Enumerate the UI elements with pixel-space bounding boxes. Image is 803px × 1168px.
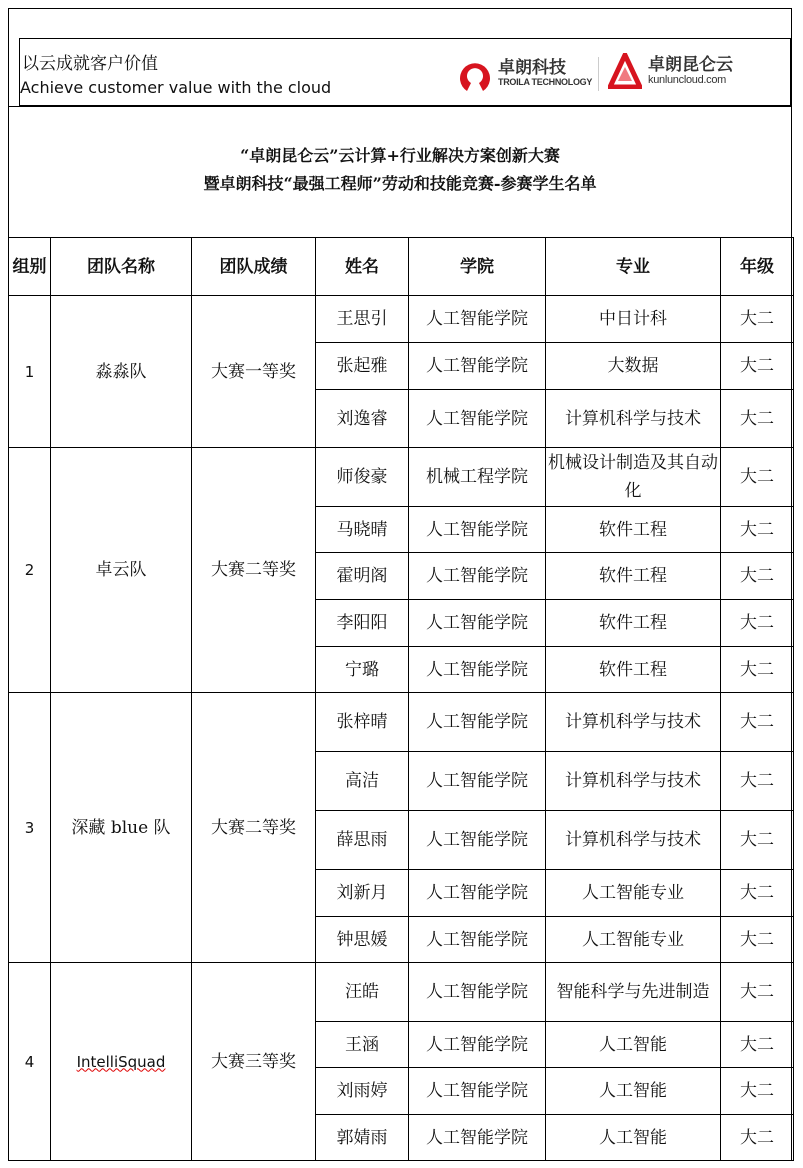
col-header-major: 专业 (546, 238, 721, 296)
student-name-cell: 李阳阳 (316, 600, 409, 647)
grade-cell: 大二 (721, 553, 794, 600)
student-name-cell: 师俊豪 (316, 448, 409, 507)
slogan-english: Achieve customer value with the cloud (20, 78, 332, 97)
major-cell: 计算机科学与技术 (546, 390, 721, 448)
college-cell: 人工智能学院 (409, 296, 546, 343)
college-cell: 人工智能学院 (409, 963, 546, 1022)
kunlun-logo-en: kunluncloud.com (648, 74, 727, 86)
table-row (9, 296, 794, 343)
college-cell: 人工智能学院 (409, 752, 546, 811)
student-name-cell: 刘逸睿 (316, 390, 409, 448)
college-cell: 人工智能学院 (409, 647, 546, 693)
student-list-table (8, 237, 794, 1161)
col-header-team: 团队名称 (51, 238, 192, 296)
college-cell: 机械工程学院 (409, 448, 546, 507)
grade-cell: 大二 (721, 752, 794, 811)
logo-divider (598, 57, 599, 91)
group-number-cell: 3 (9, 693, 51, 963)
grade-cell: 大二 (721, 1115, 794, 1161)
col-header-college: 学院 (409, 238, 546, 296)
major-cell: 人工智能专业 (546, 870, 721, 917)
team-name-text: IntelliSquad (76, 1052, 166, 1071)
title-line-2: 暨卓朗科技“最强工程师”劳动和技能竞赛-参赛学生名单 (203, 174, 597, 193)
major-cell: 软件工程 (546, 647, 721, 693)
college-cell: 人工智能学院 (409, 870, 546, 917)
grade-cell: 大二 (721, 917, 794, 963)
title-line-1: “卓朗昆仑云”云计算+行业解决方案创新大赛 (240, 146, 560, 165)
major-cell: 人工智能 (546, 1068, 721, 1115)
college-cell: 人工智能学院 (409, 1022, 546, 1068)
table-header-row (9, 238, 794, 296)
grade-cell: 大二 (721, 647, 794, 693)
grade-cell: 大二 (721, 390, 794, 448)
major-cell: 中日计科 (546, 296, 721, 343)
kunlun-logo-cn: 卓朗昆仑云 (648, 55, 733, 75)
college-cell: 人工智能学院 (409, 600, 546, 647)
major-cell: 计算机科学与技术 (546, 693, 721, 752)
slogan-chinese: 以云成就客户价值 (22, 54, 158, 73)
college-cell: 人工智能学院 (409, 390, 546, 448)
team-result-cell: 大赛一等奖 (192, 296, 316, 448)
group-number-cell: 1 (9, 296, 51, 448)
troila-ring-icon (458, 53, 492, 93)
col-header-name: 姓名 (316, 238, 409, 296)
grade-cell: 大二 (721, 600, 794, 647)
team-name-cell: 淼淼队 (51, 296, 192, 448)
grade-cell: 大二 (721, 296, 794, 343)
college-cell: 人工智能学院 (409, 917, 546, 963)
grade-cell: 大二 (721, 448, 794, 507)
student-name-cell: 马晓晴 (316, 507, 409, 553)
student-name-cell: 刘新月 (316, 870, 409, 917)
kunlun-triangle-icon (608, 53, 642, 89)
letterhead (19, 38, 791, 106)
grade-cell: 大二 (721, 963, 794, 1022)
college-cell: 人工智能学院 (409, 693, 546, 752)
grade-cell: 大二 (721, 811, 794, 870)
student-name-cell: 高洁 (316, 752, 409, 811)
student-name-cell: 王涵 (316, 1022, 409, 1068)
major-cell: 计算机科学与技术 (546, 811, 721, 870)
team-result-cell: 大赛三等奖 (192, 963, 316, 1161)
major-cell: 人工智能 (546, 1115, 721, 1161)
college-cell: 人工智能学院 (409, 1068, 546, 1115)
team-name-cell: 卓云队 (51, 448, 192, 693)
team-name-cell: 深藏 blue 队 (51, 693, 192, 963)
college-cell: 人工智能学院 (409, 507, 546, 553)
troila-logo-cn: 卓朗科技 (498, 58, 566, 78)
col-header-result: 团队成绩 (192, 238, 316, 296)
grade-cell: 大二 (721, 1068, 794, 1115)
student-name-cell: 刘雨婷 (316, 1068, 409, 1115)
student-name-cell: 王思引 (316, 296, 409, 343)
major-cell: 软件工程 (546, 553, 721, 600)
major-cell: 人工智能专业 (546, 917, 721, 963)
col-header-group: 组别 (9, 238, 51, 296)
college-cell: 人工智能学院 (409, 811, 546, 870)
student-name-cell: 薛思雨 (316, 811, 409, 870)
team-result-cell: 大赛二等奖 (192, 448, 316, 693)
student-name-cell: 钟思媛 (316, 917, 409, 963)
student-name-cell: 张梓晴 (316, 693, 409, 752)
troila-logo (458, 53, 592, 93)
table-row (9, 693, 794, 752)
major-cell: 软件工程 (546, 600, 721, 647)
grade-cell: 大二 (721, 693, 794, 752)
group-number-cell: 2 (9, 448, 51, 693)
grade-cell: 大二 (721, 870, 794, 917)
team-result-cell: 大赛二等奖 (192, 693, 316, 963)
student-name-cell: 郭婧雨 (316, 1115, 409, 1161)
student-name-cell: 张起雅 (316, 343, 409, 390)
college-cell: 人工智能学院 (409, 1115, 546, 1161)
major-cell: 软件工程 (546, 507, 721, 553)
grade-cell: 大二 (721, 343, 794, 390)
major-cell: 人工智能 (546, 1022, 721, 1068)
student-name-cell: 宁璐 (316, 647, 409, 693)
major-cell: 机械设计制造及其自动化 (546, 448, 721, 507)
student-name-cell: 霍明阁 (316, 553, 409, 600)
group-number-cell: 4 (9, 963, 51, 1161)
major-cell: 智能科学与先进制造 (546, 963, 721, 1022)
grade-cell: 大二 (721, 507, 794, 553)
team-name-cell (51, 963, 192, 1161)
kunlun-logo (608, 53, 733, 89)
college-cell: 人工智能学院 (409, 553, 546, 600)
title-band (8, 106, 792, 237)
major-cell: 大数据 (546, 343, 721, 390)
college-cell: 人工智能学院 (409, 343, 546, 390)
table-row (9, 963, 794, 1022)
troila-logo-en: TROILA TECHNOLOGY (498, 77, 593, 87)
student-name-cell: 汪皓 (316, 963, 409, 1022)
major-cell: 计算机科学与技术 (546, 752, 721, 811)
table-row (9, 448, 794, 507)
grade-cell: 大二 (721, 1022, 794, 1068)
col-header-grade: 年级 (721, 238, 794, 296)
